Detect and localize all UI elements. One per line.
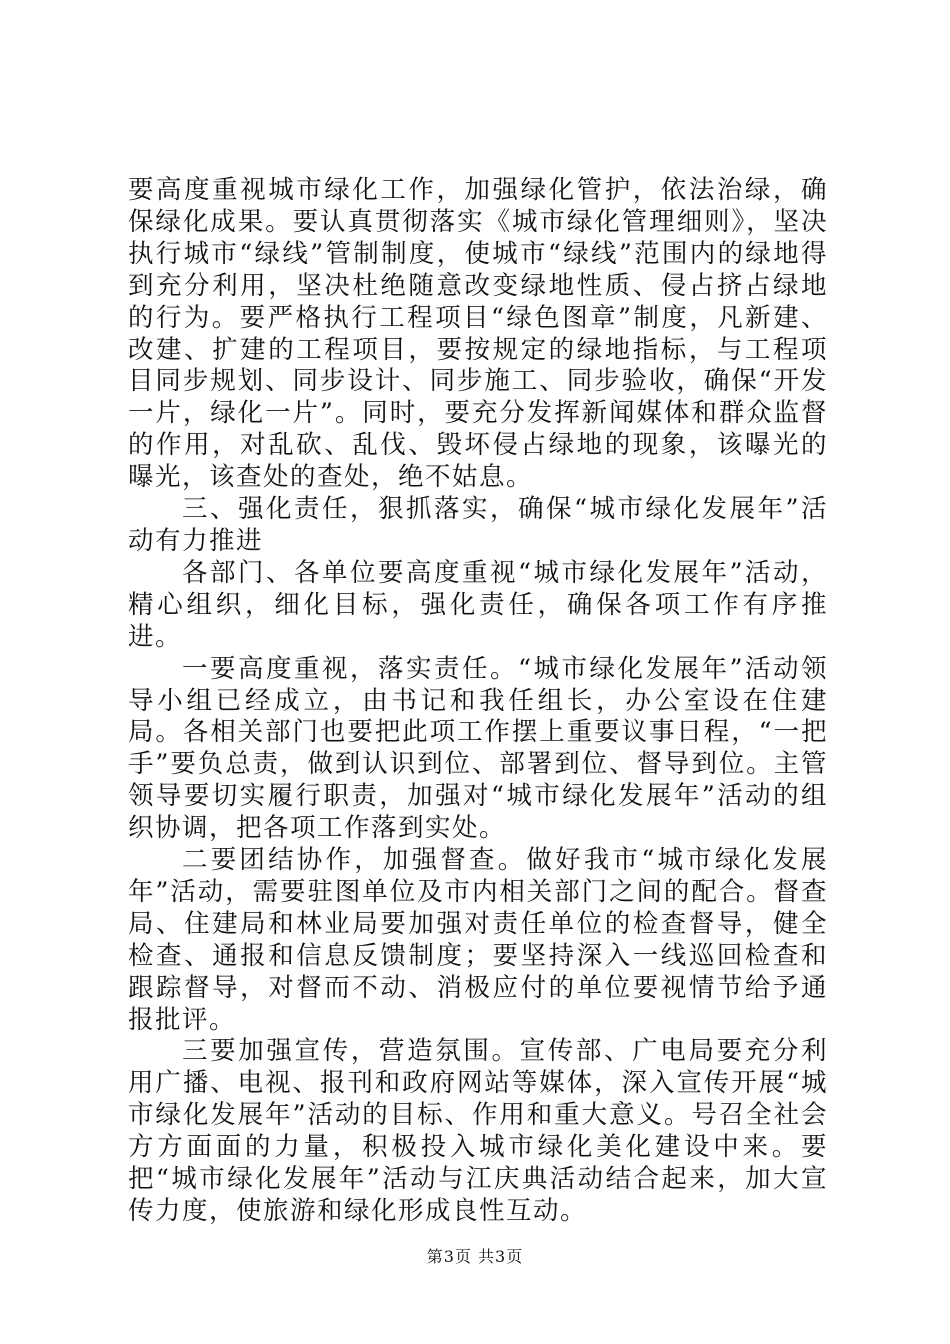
paragraph-point-two: 二要团结协作，加强督查。做好我市“城市绿化发展年”活动，需要驻图单位及市内相关部门之间的配合。督查局、住建局和林业局要加强对责任单位的检查督导，健全检查、通报和信息反馈制度；要坚持深入一线巡回检查和跟踪督导，对督而不动、消极应付的单位要视情节给予通报批评。: [128, 845, 828, 1035]
paragraph-continuation: 要高度重视城市绿化工作，加强绿化管护，依法治绿，确保绿化成果。要认真贯彻落实《城市绿化管理细则》，坚决执行城市“绿线”管制制度，使城市“绿线”范围内的绿地得到充分利用，坚决杜绝随意改变绿地性质、侵占挤占绿地的行为。要严格执行工程项目“绿色图章”制度，凡新建、改建、扩建的工程项目，要按规定的绿地指标，与工程项目同步规划、同步设计、同步施工、同步验收，确保“开发一片，绿化一片”。同时，要充分发挥新闻媒体和群众监督的作用，对乱砍、乱伐、毁坏侵占绿地的现象，该曝光的曝光，该查处的查处，绝不姑息。: [128, 175, 828, 493]
paragraph-point-one: 一要高度重视，落实责任。“城市绿化发展年”活动领导小组已经成立，由书记和我任组长，办公室设在住建局。各相关部门也要把此项工作摆上重要议事日程，“一把手”要负总责，做到认识到位、部署到位、督导到位。主管领导要切实履行职责，加强对“城市绿化发展年”活动的组织协调，把各项工作落到实处。: [128, 653, 828, 844]
paragraph-intro: 各部门、各单位要高度重视“城市绿化发展年”活动，精心组织，细化目标，强化责任，确保各项工作有序推进。: [128, 557, 828, 652]
paragraph-point-three: 三要加强宣传，营造氛围。宣传部、广电局要充分利用广播、电视、报刊和政府网站等媒体，深入宣传开展“城市绿化发展年”活动的目标、作用和重大意义。号召全社会方方面面的力量，积极投入城市绿化美化建设中来。要把“城市绿化发展年”活动与江庆典活动结合起来，加大宣传力度，使旅游和绿化形成良性互动。: [128, 1036, 828, 1226]
section-heading: 三、强化责任，狠抓落实，确保“城市绿化发展年”活动有力推进: [128, 494, 828, 556]
document-body: [128, 175, 828, 1228]
page-footer: 第3页 共3页: [426, 1247, 524, 1266]
